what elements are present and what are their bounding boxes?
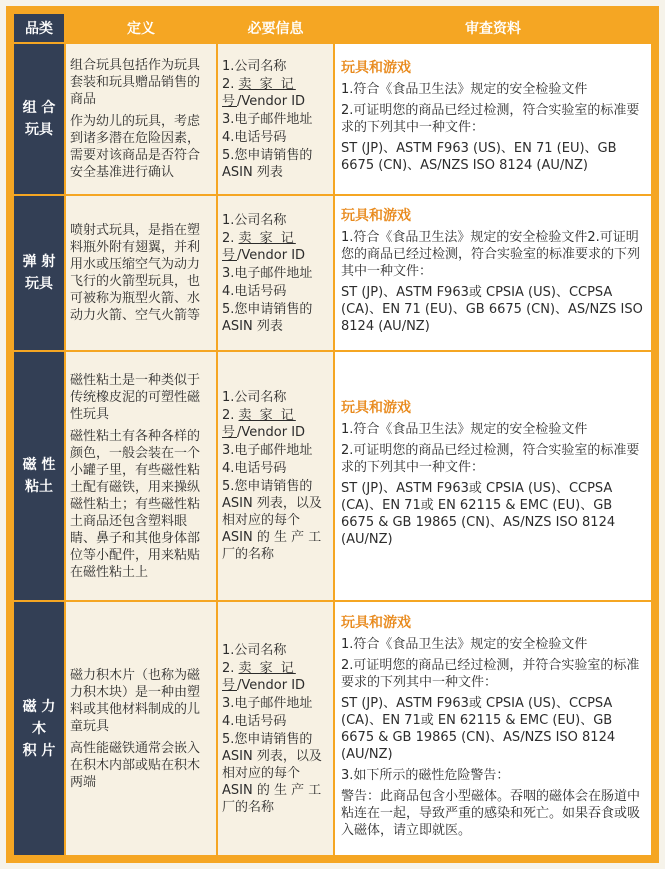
vendor-id-label: /Vendor ID: [237, 425, 306, 441]
required-info-cell: [218, 352, 333, 601]
category-cell: [14, 352, 64, 601]
table-row: [14, 196, 651, 349]
info-email: 3.电子邮件地址: [222, 443, 313, 459]
documents-item: ST (JP)、ASTM F963 (US)、EN 71 (EU)、GB 6675 (CN)、AS/NZS ISO 8124 (AU/NZ): [341, 141, 617, 174]
info-seller-id: [222, 407, 329, 441]
info-phone: 4.电话号码: [222, 283, 287, 299]
header-required-info: 必要信息: [218, 14, 333, 42]
definition-text: 磁性粘土有各种各样的颜色，一般会装在一个小罐子里，有些磁性粘土配有磁铁，用来操纵磁性粘土；有些磁性粘土商品还包含塑料眼睛、鼻子和其他身体部位等小配件，用来粘贴在磁性粘土上: [70, 428, 201, 580]
category-cell: [14, 602, 64, 855]
table-frame: [6, 6, 659, 863]
seller-prefix: 2.: [222, 408, 239, 424]
definition-text: 高性能磁铁通常会嵌入在积木内部或贴在积木两端: [70, 740, 201, 790]
seller-prefix: 2.: [222, 660, 239, 676]
category-label: 磁 力 木: [22, 698, 56, 737]
documents-item: ST (JP)、ASTM F963或 CPSIA (US)、CCPSA (CA)、EN 71或 EN 62115 & EMC (EU)、GB 6675 & GB 19865 (CN)、AS/NZS ISO 8124 (AU/NZ): [341, 481, 616, 548]
info-company: 1.公司名称: [222, 390, 287, 406]
documents-cell: [335, 196, 651, 349]
vendor-id-label: /Vendor ID: [237, 247, 306, 263]
documents-item: 2.可证明您的商品已经过检测，符合实验室的标准要求的下列其中一种文件：: [341, 443, 640, 476]
documents-item: 警告：此商品包含小型磁体。吞咽的磁体会在肠道中粘连在一起，导致严重的感染和死亡。如果吞食或吸入磁体，请立即就医。: [341, 788, 641, 838]
info-seller-id: [222, 76, 329, 110]
category-label: 组 合: [22, 100, 56, 117]
documents-item: 2.可证明您的商品已经过检测，符合实验室的标准要求的下列其中一种文件：: [341, 103, 640, 136]
info-phone: 4.电话号码: [222, 461, 287, 477]
documents-cell: [335, 44, 651, 194]
documents-title: 玩具和游戏: [341, 614, 411, 631]
documents-title: 玩具和游戏: [341, 400, 411, 417]
info-phone: 4.电话号码: [222, 713, 287, 729]
info-company: 1.公司名称: [222, 58, 287, 74]
definition-text: 喷射式玩具，是指在塑料瓶外附有翅翼，并利用水或压缩空气为动力飞行的火箭型玩具，也可被称为瓶型火箭、水动力火箭、空气火箭等: [70, 223, 201, 324]
category-label: 玩具: [25, 276, 53, 293]
info-seller-id: [222, 230, 329, 264]
definition-text: 组合玩具包括作为玩具套装和玩具赠品销售的商品: [70, 58, 201, 108]
seller-prefix: 2.: [222, 76, 239, 92]
category-label: 磁 性: [22, 457, 56, 474]
required-info-cell: [218, 602, 333, 855]
category-cell: [14, 44, 64, 194]
seller-code-label: 卖 家 记 号: [222, 230, 296, 263]
documents-item: 1.符合《食品卫生法》规定的安全检验文件: [341, 636, 588, 652]
info-email: 3.电子邮件地址: [222, 265, 313, 281]
header-definition: 定义: [66, 14, 216, 42]
documents-item: 1.符合《食品卫生法》规定的安全检验文件: [341, 82, 588, 98]
documents-item: ST (JP)、ASTM F963或 CPSIA (US)、CCPSA (CA)、EN 71或 EN 62115 & EMC (EU)、GB 6675 & GB 19865 (CN)、AS/NZS ISO 8124 (AU/NZ): [341, 695, 616, 762]
vendor-id-label: /Vendor ID: [237, 677, 306, 693]
seller-code-label: 卖 家 记 号: [222, 660, 296, 693]
table-row: [14, 44, 651, 194]
info-seller-id: [222, 660, 329, 694]
documents-item: 1.符合《食品卫生法》规定的安全检验文件2.可证明您的商品已经过检测，符合实验室的标准要求的下列其中一种文件：: [341, 229, 641, 279]
documents-item: ST (JP)、ASTM F963或 CPSIA (US)、CCPSA (CA)、EN 71 (EU)、GB 6675 (CN)、AS/NZS ISO 8124 (AU/NZ): [341, 284, 643, 334]
definition-cell: [66, 44, 216, 194]
info-asin: 5.您申请销售的 ASIN 列表: [222, 147, 313, 180]
header-category: 品类: [14, 14, 64, 42]
review-table: [12, 12, 653, 857]
documents-title: 玩具和游戏: [341, 207, 411, 224]
definition-cell: [66, 352, 216, 601]
definition-text: 磁力积木片（也称为磁力积木块）是一种由塑料或其他材料制成的儿童玩具: [70, 667, 201, 734]
documents-item: 1.符合《食品卫生法》规定的安全检验文件: [341, 422, 588, 438]
info-asin: 5.您申请销售的 ASIN 列表，以及相对应的每个 ASIN 的 生 产 工 厂的名称: [222, 479, 322, 563]
category-label: 粘土: [25, 479, 53, 496]
required-info-cell: [218, 196, 333, 349]
documents-title: 玩具和游戏: [341, 60, 411, 77]
vendor-id-label: /Vendor ID: [237, 93, 306, 109]
documents-cell: [335, 602, 651, 855]
category-label: 玩具: [25, 122, 53, 139]
category-cell: [14, 196, 64, 349]
info-email: 3.电子邮件地址: [222, 695, 313, 711]
info-company: 1.公司名称: [222, 642, 287, 658]
seller-code-label: 卖 家 记 号: [222, 408, 296, 441]
definition-text: 作为幼儿的玩具，考虑到诸多潜在危险因素，需要对该商品是否符合安全基准进行确认: [70, 114, 201, 181]
header-documents: 审查资料: [335, 14, 651, 42]
info-asin: 5.您申请销售的 ASIN 列表: [222, 301, 313, 334]
seller-code-label: 卖 家 记 号: [222, 76, 296, 109]
seller-prefix: 2.: [222, 230, 239, 246]
info-email: 3.电子邮件地址: [222, 111, 313, 127]
info-company: 1.公司名称: [222, 212, 287, 228]
header-row: [14, 14, 651, 42]
definition-text: 磁性粘土是一种类似于传统橡皮泥的可塑性磁性玩具: [70, 372, 201, 422]
category-label: 弹 射: [22, 254, 56, 271]
info-phone: 4.电话号码: [222, 129, 287, 145]
definition-cell: [66, 602, 216, 855]
table-row: [14, 602, 651, 855]
category-label: 积 片: [22, 742, 56, 759]
documents-item: 3.如下所示的磁性危险警告：: [341, 767, 510, 783]
required-info-cell: [218, 44, 333, 194]
definition-cell: [66, 196, 216, 349]
documents-item: 2.可证明您的商品已经过检测，并符合实验室的标准要求的下列其中一种文件：: [341, 657, 640, 690]
documents-cell: [335, 352, 651, 601]
info-asin: 5.您申请销售的 ASIN 列表，以及相对应的每个 ASIN 的 生 产 工 厂的名称: [222, 731, 322, 815]
table-row: [14, 352, 651, 601]
